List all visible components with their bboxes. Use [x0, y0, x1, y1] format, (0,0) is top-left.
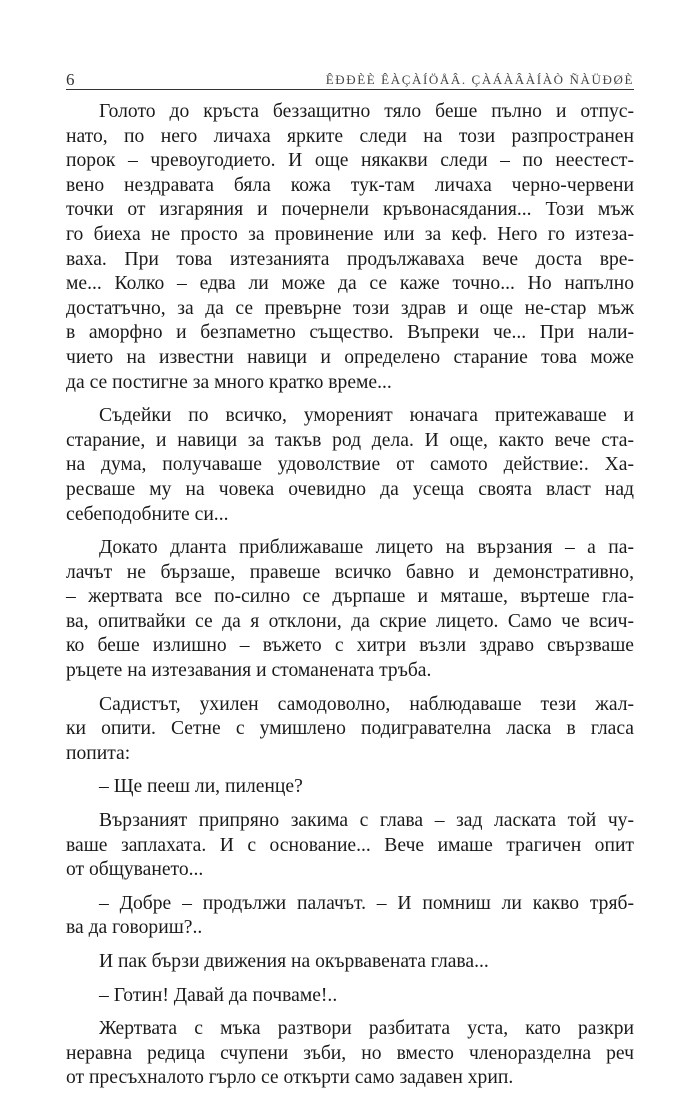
text-line: порок – чревоугодието. И още някакви следи – по неестест-	[66, 150, 634, 172]
paragraph	[66, 404, 634, 527]
paragraph	[66, 100, 634, 395]
body-text	[66, 100, 634, 1100]
text-line: Голото до кръста беззащитно тяло беше пълно и отпус-	[99, 101, 634, 122]
text-line: ки опити. Сетне с умишлено подигравателна ласка в гласа	[66, 718, 634, 740]
text-line: попита:	[66, 742, 131, 764]
text-line: Вързаният припряно закима с глава – зад ласката той чу-	[99, 810, 634, 832]
paragraph	[66, 950, 634, 975]
text-line: точки от изгаряния и почернели кръвонасядания... Този мъж	[66, 199, 634, 221]
paragraph	[66, 1017, 634, 1091]
text-line: неравна редица счупени зъби, но вместо членоразделна реч	[66, 1042, 634, 1064]
text-line: старание, и навици за такъв род дела. И още, както вече ста-	[66, 429, 634, 451]
paragraph	[66, 693, 634, 767]
text-line: да се постигне за много кратко време...	[66, 371, 392, 393]
paragraph	[66, 775, 634, 800]
text-line: Садистът, ухилен самодоволно, наблюдаваше тези жал-	[99, 693, 634, 715]
text-line: Докато дланта приближаваше лицето на вързания – а па-	[99, 537, 634, 559]
text-line: лачът не бързаше, правеше всичко бавно и демонстративно,	[66, 561, 634, 583]
text-line: ва да говориш?..	[66, 917, 203, 939]
text-line: – жертвата все по-силно се дърпаше и мяташе, въртеше гла-	[66, 586, 634, 608]
page-number: 6	[66, 70, 75, 89]
text-line: ръцете на изтезавания и стоманената тръба.	[66, 660, 432, 682]
text-line: – Ще пееш ли, пиленце?	[99, 776, 303, 798]
text-line: на дума, получаваше удоволствие от самото действие:. Ха-	[66, 454, 634, 476]
text-line: го биеха не просто за провинение или за кеф. Него го изтеза-	[66, 223, 634, 245]
page-header	[66, 60, 634, 89]
text-line: ме... Колко – едва ли може да се каже точно... Но напълно	[66, 273, 634, 295]
text-line: И пак бързи движения на окървавената глава...	[99, 951, 489, 972]
text-line: ваха. При това изтезанията продължаваха вече доста вре-	[66, 248, 634, 270]
header-rule	[66, 89, 634, 90]
text-line: ва, опитвайки се да я отклони, да скрие лицето. Само че всич-	[66, 610, 634, 632]
text-line: – Добре – продължи палачът. – И помниш ли какво тряб-	[99, 892, 634, 914]
paragraph	[66, 536, 634, 684]
text-line: ресваше му на човека очевидно да усеща своята власт над	[66, 478, 634, 500]
text-line: Съдейки по всичко, умореният юначага притежаваше и	[99, 405, 634, 427]
text-line: ваше заплахата. И с основание... Вече имаше трагичен опит	[66, 834, 634, 856]
paragraph	[66, 984, 634, 1009]
text-line: от пресъхналото гърло се откърти само задавен хрип.	[66, 1067, 514, 1089]
paragraph	[66, 892, 634, 941]
text-line: от общуването...	[66, 859, 204, 881]
text-line: достатъчно, за да се превърне този здрав и още не-стар мъж	[66, 297, 634, 319]
text-line: Жертвата с мъка разтвори разбитата уста, като разкри	[99, 1018, 634, 1040]
paragraph	[66, 809, 634, 883]
text-line: ко беше излишно – въжето с хитри възли здраво свързваше	[66, 635, 634, 657]
text-line: нато, по него личаха ярките следи на този разпространен	[66, 125, 634, 147]
text-line: чието на известни навици и определено старание това може	[66, 346, 634, 368]
running-head: ÊÐÐÈÈ ÊÀÇÀÍÖÅÂ. ÇÀÁÀÂÀÍÀÒ ÑÀÜÐØÈ	[325, 72, 634, 87]
text-line: – Готин! Давай да почваме!..	[99, 984, 338, 1006]
text-line: в аморфно и безпаметно същество. Въпреки че... При нали-	[66, 322, 634, 344]
text-line: вено нездравата бяла кожа тук-там личаха черно-червени	[66, 174, 634, 196]
text-line: себеподобните си...	[66, 503, 229, 525]
